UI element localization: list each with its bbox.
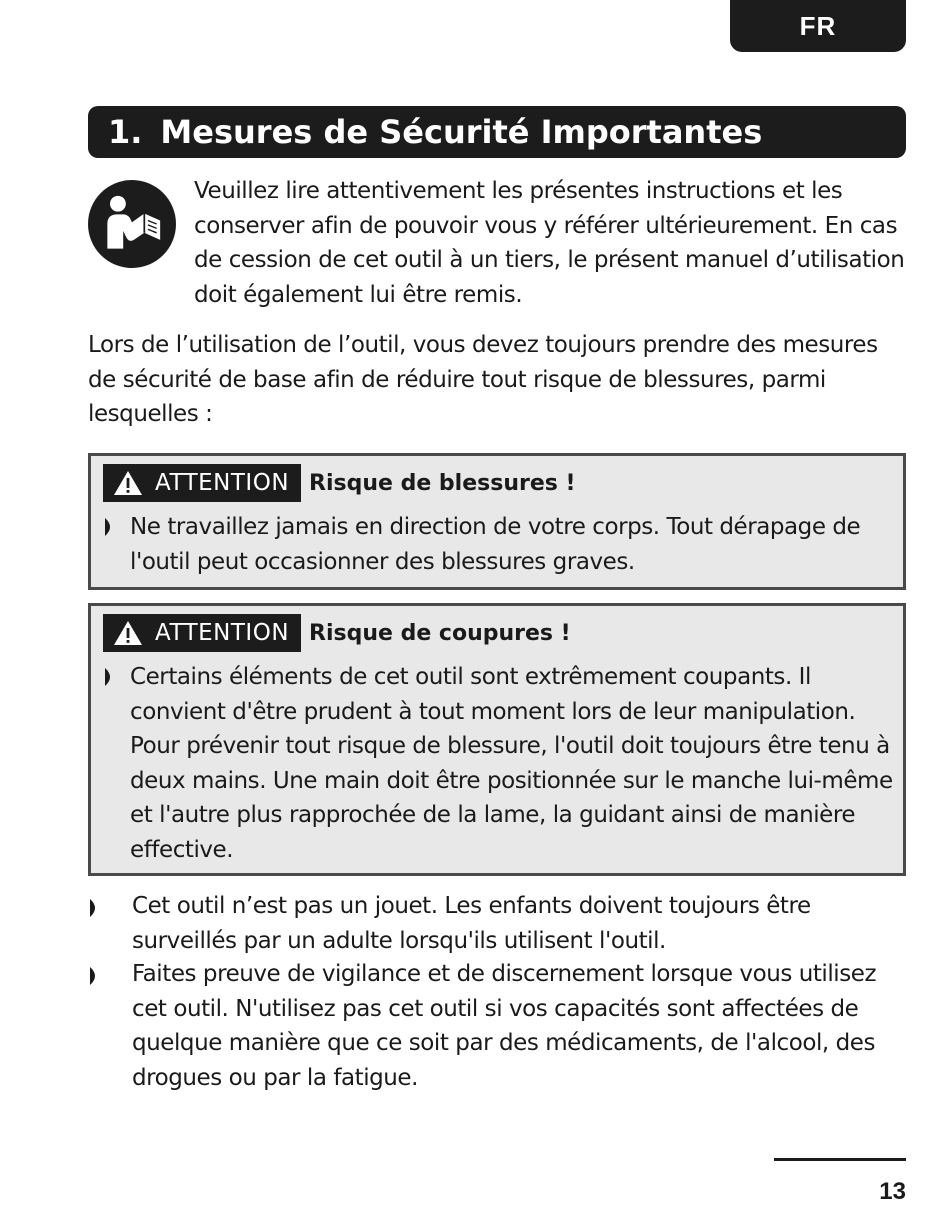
- attention-label: ATTENTION: [155, 470, 290, 496]
- warning-text: Ne travaillez jamais en direction de votre corps. Tout dérapage de l'outil peut occasionner des blessures graves.: [130, 514, 861, 575]
- bullet-icon: [105, 668, 115, 686]
- bullet-icon: [90, 899, 100, 917]
- warning-triangle-icon: [113, 620, 143, 646]
- bullet-icon: [90, 967, 100, 985]
- warning-text: Certains éléments de cet outil sont extrêmement coupants. Il convient d'être prudent à tout moment lors de leur manipulation. Pour prévenir tout risque de blessure, l'outil doit toujours être tenu à deux mains. Une main doit être positionnée sur le manche lui-même et l'autre plus rapprochée de la lame, la guidant ainsi de manière effective.: [130, 664, 893, 863]
- list-item-text: Faites preuve de vigilance et de discernement lorsque vous utilisez cet outil. N'utilisez pas cet outil si vos capacités sont affectées de quelque manière que ce soit par des médicaments, de l'alcool, des drogues ou par la fatigue.: [132, 961, 877, 1091]
- page-number: 13: [879, 1178, 906, 1205]
- list-item-text: Cet outil n’est pas un jouet. Les enfants doivent toujours être surveillés par un adulte lorsqu'ils utilisent l'outil.: [132, 893, 811, 954]
- attention-label: ATTENTION: [155, 620, 290, 646]
- read-manual-icon: [88, 180, 176, 268]
- warning-header: [103, 464, 576, 502]
- warning-title: Risque de blessures !: [309, 470, 576, 496]
- list-item: [88, 889, 906, 958]
- warning-box-injury: [88, 453, 906, 590]
- language-tab: FR: [730, 0, 906, 52]
- section-number: 1.: [108, 113, 143, 151]
- section-heading: [88, 106, 906, 158]
- attention-badge: [103, 614, 301, 652]
- warning-title: Risque de coupures !: [309, 620, 571, 646]
- warning-box-cuts: [88, 603, 906, 876]
- bullet-icon: [105, 518, 115, 536]
- section-title: Mesures de Sécurité Importantes: [160, 113, 763, 151]
- list-item: [88, 957, 906, 1095]
- attention-badge: [103, 464, 301, 502]
- intro-text: Veuillez lire attentivement les présentes instructions et les conserver afin de pouvoir vous y référer ultérieurement. En cas de cession de cet outil à un tiers, le présent manuel d’utilisation doit également lui être remis.: [194, 178, 905, 308]
- safety-paragraph: Lors de l’utilisation de l’outil, vous devez toujours prendre des mesures de sécurité de base afin de réduire tout risque de blessures, parmi lesquelles :: [88, 332, 878, 427]
- footer-divider: [774, 1158, 906, 1161]
- warning-header: [103, 614, 571, 652]
- warning-triangle-icon: [113, 470, 143, 496]
